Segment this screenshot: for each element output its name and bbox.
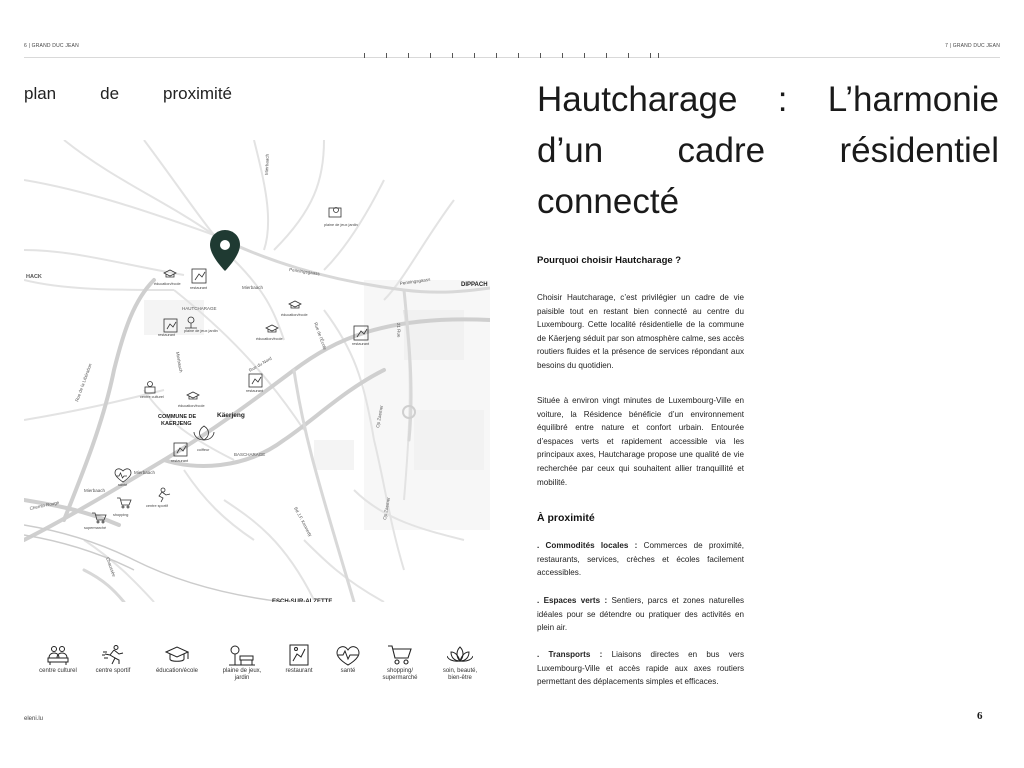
legend-label-education: éducation/école [155, 668, 199, 674]
footer-website[interactable]: eleni.lu [24, 716, 44, 722]
map-label-rue-ecole: Rue de l'École [313, 321, 328, 351]
legend-item-shopping [370, 644, 430, 682]
page-title [537, 74, 999, 227]
poi-plaine-jeux-top-label: plaine de jeux jardin [324, 223, 358, 227]
right-column [537, 74, 999, 227]
map-label-op-zaemer-2: Op Zaemer [382, 496, 391, 521]
legend-item-centre-sportif [83, 644, 143, 675]
map-label-hautcharage: HAUTCHARAGE [182, 306, 217, 311]
proximity-title: À proximité [537, 512, 595, 524]
map-label-mierbach-top: Mierbaach [264, 153, 270, 176]
map-label-rue21: 21 Rue [396, 322, 402, 338]
poi-centre-culturel-label: centre culturel [140, 395, 164, 399]
bullet-text: Liaisons directes en bus vers Luxembourg-Ville et accès rapide aux axes routiers permettant des déplacements simples et efficaces. [537, 650, 744, 687]
legend-label-shopping: shopping/ supermarché [382, 668, 418, 681]
proximity-map [24, 140, 490, 602]
legend-item-education [147, 644, 207, 675]
map-label-op-zaemer-1: Op Zaemer [375, 404, 384, 429]
bullet-transports [537, 648, 744, 689]
poi-restaurant-b-label: restaurant [158, 333, 176, 337]
map-label-mierbach-2: Mierbaach [175, 351, 184, 373]
legend-item-plaine-jeux [212, 644, 272, 682]
legend-label-centre-sportif: centre sportif [95, 668, 131, 674]
poi-sportif-label: centre sportif [146, 504, 168, 508]
poi-plaine-b-label: plaine de jeux jardin [184, 329, 218, 333]
legend-label-restaurant: restaurant [285, 668, 313, 674]
running-head-right: 7 | GRAND DUC JEAN [945, 43, 1000, 49]
map-label-dippach: DIPPACH [461, 282, 488, 288]
title-word: d’un [537, 131, 604, 170]
running-head-left: 6 | GRAND DUC JEAN [24, 43, 79, 49]
legend-item-centre-culturel [28, 644, 88, 675]
title-line-1 [537, 74, 999, 125]
section-subtitle: Pourquoi choisir Hautcharage ? [537, 255, 682, 266]
legend-label-plaine-jeux: plaine de jeux, jardin [222, 668, 262, 681]
title-word: : [777, 80, 788, 119]
legend-item-soin [430, 644, 490, 682]
title-word: connecté [537, 182, 680, 221]
poi-supermarche-label: supermarché [84, 526, 107, 530]
map-label-esch: ESCH-SUR-ALZETTE [272, 599, 333, 602]
map-label-kaerjeng-upper: KAERJENG [161, 421, 192, 427]
map-label-penningsgaass: Penningsgaass [399, 276, 431, 286]
poi-restaurant-a-label: restaurant [190, 286, 208, 290]
title-line-2 [537, 125, 999, 176]
map-label-rue-liberation: Rue de la Libération [74, 362, 93, 403]
title-word: Hautcharage [537, 80, 738, 119]
bullet-label: . Espaces verts : [537, 596, 608, 605]
plan-title-word-3: proximité [163, 84, 232, 103]
map-label-mierbach-3: Mierbaach [134, 470, 156, 475]
centre-culturel-icon [46, 644, 70, 666]
map-label-bascharage: BASCHARAGE [234, 452, 266, 457]
poi-education-c-label: éducation/école [256, 337, 283, 341]
legend-item-sante [318, 644, 378, 675]
sante-icon [336, 644, 360, 666]
education-icon [164, 644, 190, 666]
title-word: cadre [677, 131, 766, 170]
brand-logo-badge [976, 709, 1000, 721]
poi-education-d-label: éducation/école [178, 404, 205, 408]
bullet-label: . Commodités locales : [537, 541, 638, 550]
map-label-kaerjeng: Käerjeng [217, 412, 245, 419]
bullet-text: Commerces de proximité, restaurants, services, crèches et écoles facilement accessibles. [537, 541, 744, 578]
plan-title [24, 84, 232, 104]
paragraph-1: Choisir Hautcharage, c’est privilégier un cadre de vie paisible tout en restant bien connecté au centre du Luxembourg. Cette localité résidentielle de la commune de Käerjeng séduit par son atmosphère calme, ses accès routiers fluides et la présence de services répondant aux besoins du quotidien. [537, 293, 744, 370]
restaurant-icon [287, 644, 311, 666]
poi-education-b-label: éducation/école [281, 313, 308, 317]
legend-label-sante: santé [340, 668, 356, 674]
soin-icon [447, 644, 473, 666]
bullet-espaces-verts [537, 594, 744, 635]
map-label-hack: HACK [26, 274, 42, 280]
bullet-commodites [537, 539, 744, 580]
map-label-chemin: Chemin Rouge [29, 499, 60, 511]
poi-restaurant-e-label: restaurant [171, 459, 189, 463]
poi-coiffeur-label: coiffeur [197, 448, 210, 452]
poi-restaurant-d-label: restaurant [246, 389, 264, 393]
map-legend [24, 644, 490, 692]
map-label-mierbach-4: Mierbaach [84, 488, 106, 493]
title-word: L’harmonie [827, 80, 999, 119]
poi-sante-label: santé [118, 483, 128, 487]
poi-restaurant-c-label: restaurant [352, 342, 370, 346]
bullet-label: . Transports : [537, 650, 603, 659]
bullet-text: Sentiers, parcs et zones naturelles idéales pour se détendre ou pratiquer des activités en plein air. [537, 596, 745, 633]
poi-education-a-label: éducation/école [154, 282, 181, 286]
plan-title-word-2: de [100, 84, 120, 103]
plan-title-word-1: plan [24, 84, 57, 103]
legend-label-soin: soin, beauté, bien-être [442, 668, 478, 681]
poi-shopping-label: shopping [113, 513, 129, 517]
header-ticks [364, 53, 664, 59]
map-label-commune: COMMUNE DE [158, 414, 197, 420]
title-word: résidentiel [839, 131, 999, 170]
legend-label-centre-culturel: centre culturel [39, 668, 77, 674]
title-line-3 [537, 176, 999, 227]
badge-number: 6 [977, 710, 983, 721]
shopping-icon [387, 644, 413, 666]
plaine-de-jeux-icon [229, 644, 255, 666]
map-label-pennings: Penningsgaass [288, 267, 321, 277]
map-label-kennedy: Bd J.F. Kennedy [293, 506, 313, 538]
map-label-nord: Rue du Nord [248, 355, 273, 373]
map-label-chaussee: Chaussée [105, 556, 117, 578]
map-label-mierbach-1: Mierbaach [242, 285, 264, 290]
paragraph-2: Située à environ vingt minutes de Luxembourg-Ville en voiture, la Résidence bénéficie d’un environnement équilibré entre nature et confort urbain. Entourée d’espaces verts et rapidement accessible via les principaux axes, Hautcharage propose une qualité de vie recherchée par ceux qui souhaitent allier tranquillité et mobilité. [537, 396, 744, 487]
centre-sportif-icon [101, 644, 125, 666]
